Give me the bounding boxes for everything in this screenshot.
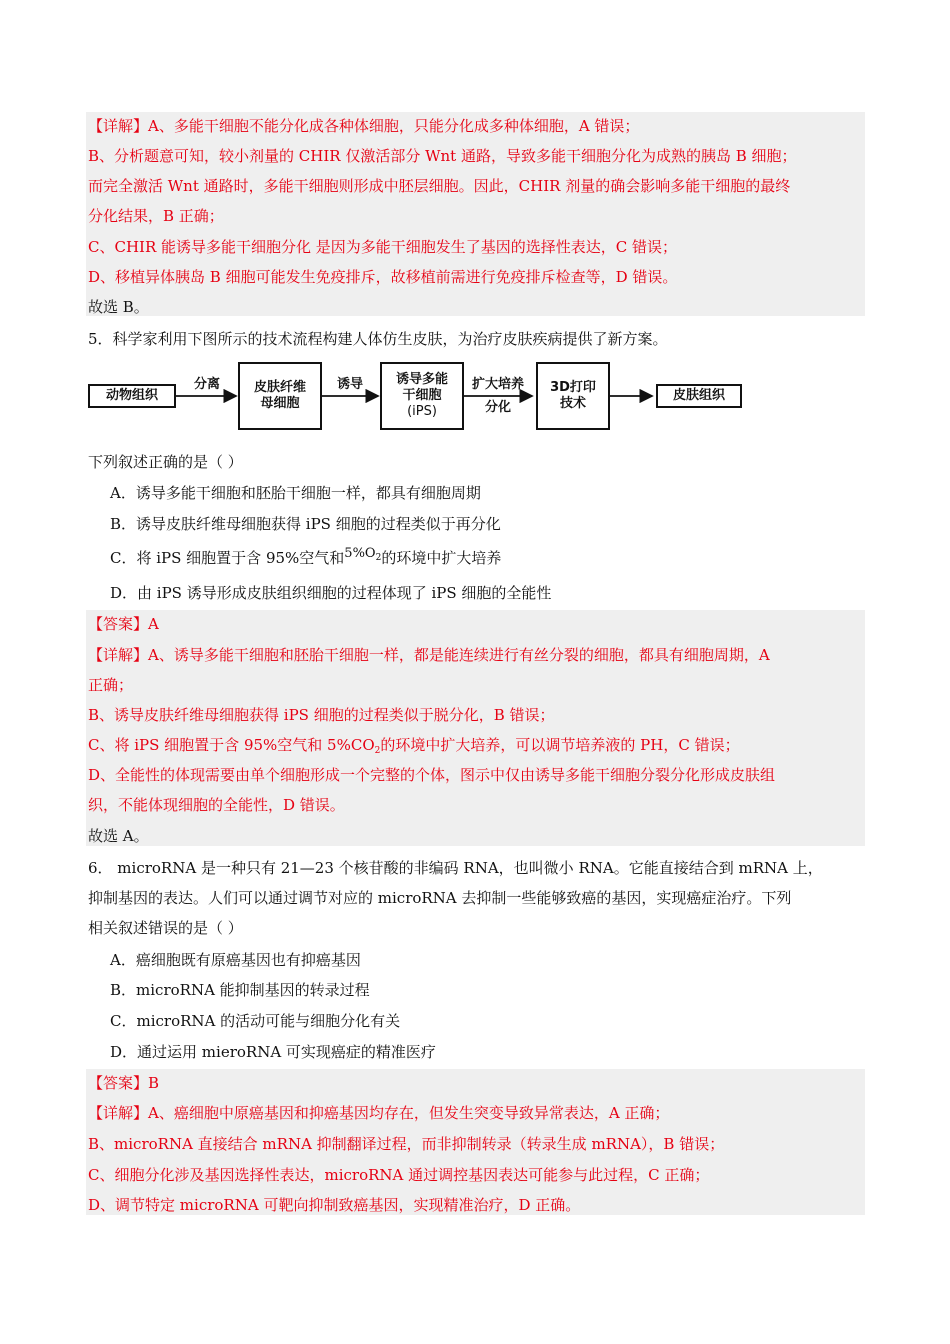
q5-option-c-text: C．将 iPS 细胞置于含 95%空气和 [110,549,345,567]
q5-option-a: A．诱导多能干细胞和胚胎干细胞一样，都具有细胞周期 [110,484,481,502]
q5-explanation-line: D、全能性的体现需要由单个细胞形成一个完整的个体，图示中仅由诱导多能干细胞分裂分化形成皮肤组 [88,766,776,784]
flow-box-label: (iPS) [407,404,437,419]
flow-box-label: 母细胞 [260,396,300,411]
flow-box-label: 3D打印 [550,380,596,395]
flow-box-label: 皮肤组织 [672,388,725,403]
q6-stem-line: 6． microRNA 是一种只有 21—23 个核苷酸的非编码 RNA，也叫微小 RNA。它能直接结合到 mRNA 上， [88,859,823,877]
prev-conclusion: 故选 B。 [88,298,149,316]
flow-box-label: 技术 [559,396,586,411]
prev-explanation-line: B、分析题意可知，较小剂量的 CHIR 仅激活部分 Wnt 通路，导致多能干细胞分化为成熟的胰岛 B 细胞； [88,147,797,165]
q5-explanation-line: C、将 iPS 细胞置于含 95%空气和 $5\%CO_2$的环境中扩大培养，可以调节培养液的 PH，C 错误； [88,736,740,756]
q5-option-c-text-end: 的环境中扩大培养 [381,549,502,567]
flow-label-differentiate: 分化 [484,400,511,415]
prev-explanation-line: 【详解】A、多能干细胞不能分化成各种体细胞，只能分化成多种体细胞，A 错误； [88,117,640,135]
q5-conclusion: 故选 A。 [88,827,149,845]
flow-box-ips [380,362,464,430]
flow-box-label: 诱导多能 [395,372,448,387]
q6-answer: 【答案】B [88,1074,160,1092]
flow-box-label: 动物组织 [105,388,158,403]
q6-explanation-line: B、microRNA 直接结合 mRNA 抑制翻译过程，而非抑制转录（转录生成 mRNA），B 错误； [88,1135,725,1153]
q5-explanation-line: B、诱导皮肤纤维母细胞获得 iPS 细胞的过程类似于脱分化，B 错误； [88,706,555,724]
q6-option-c: C．microRNA 的活动可能与细胞分化有关 [110,1012,401,1030]
q6-option-b: B．microRNA 能抑制基因的转录过程 [110,981,370,999]
flow-box-3d-printing [536,362,610,430]
q5-answer: 【答案】A [88,615,159,633]
q6-explanation-line: 【详解】A、癌细胞中原癌基因和抑癌基因均存在，但发生突变导致异常表达，A 正确； [88,1104,670,1122]
q5-flow-diagram [86,360,756,432]
flow-label-separate: 分离 [193,377,220,392]
q6-explanation-line: D、调节特定 microRNA 可靶向抑制致癌基因，实现精准治疗，D 正确。 [88,1196,581,1214]
flow-label-expand-culture: 扩大培养 [471,377,524,392]
q6-option-a: A．癌细胞既有原癌基因也有抑癌基因 [110,951,361,969]
prev-explanation-line: 分化结果，B 正确； [88,207,224,225]
q5-explanation-line: 织，不能体现细胞的全能性，D 错误。 [88,796,345,814]
flow-label-induce: 诱导 [336,377,363,392]
prev-explanation-line: D、移植异体胰岛 B 细胞可能发生免疫排斥，故移植前需进行免疫排斥检查等，D 错误。 [88,268,678,286]
flow-box-fibroblast [238,362,322,430]
q6-explanation-line: C、细胞分化涉及基因选择性表达，microRNA 通过调控基因表达可能参与此过程，C 正确； [88,1166,710,1184]
q5-option-d: D．由 iPS 诱导形成皮肤组织细胞的过程体现了 iPS 细胞的全能性 [110,584,552,602]
q6-option-d: D．通过运用 mieroRNA 可实现癌症的精准医疗 [110,1043,436,1061]
prev-explanation-line: 而完全激活 Wnt 通路时，多能干细胞则形成中胚层细胞。因此，CHIR 剂量的确会影响多能干细胞的最终 [88,177,791,195]
flow-box-label: 皮肤纤维 [253,380,306,395]
flow-box-animal-tissue [88,384,176,408]
q5-option-c [110,548,501,570]
q5-prompt: 下列叙述正确的是（ ） [88,453,243,471]
q6-stem-line: 相关叙述错误的是（ ） [88,919,243,937]
q5-explanation-line: 【详解】A、诱导多能干细胞和胚胎干细胞一样，都是能连续进行有丝分裂的细胞，都具有细胞周期，A [88,646,770,664]
q6-stem-line: 抑制基因的表达。人们可以通过调节对应的 microRNA 去抑制一些能够致癌的基因，实现癌症治疗。下列 [88,889,792,907]
prev-explanation-line: C、CHIR 能诱导多能干细胞分化 是因为多能干细胞发生了基因的选择性表达，C 错误； [88,238,678,256]
flow-box-skin-tissue [656,384,742,408]
q5-option-c-formula: $5\%O_2$ [344,546,382,563]
q5-stem: 5．科学家利用下图所示的技术流程构建人体仿生皮肤，为治疗皮肤疾病提供了新方案。 [88,330,668,348]
flow-box-label: 干细胞 [402,388,442,403]
q5-explanation-line: 正确； [88,676,134,694]
q5-option-b: B．诱导皮肤纤维母细胞获得 iPS 细胞的过程类似于再分化 [110,515,501,533]
